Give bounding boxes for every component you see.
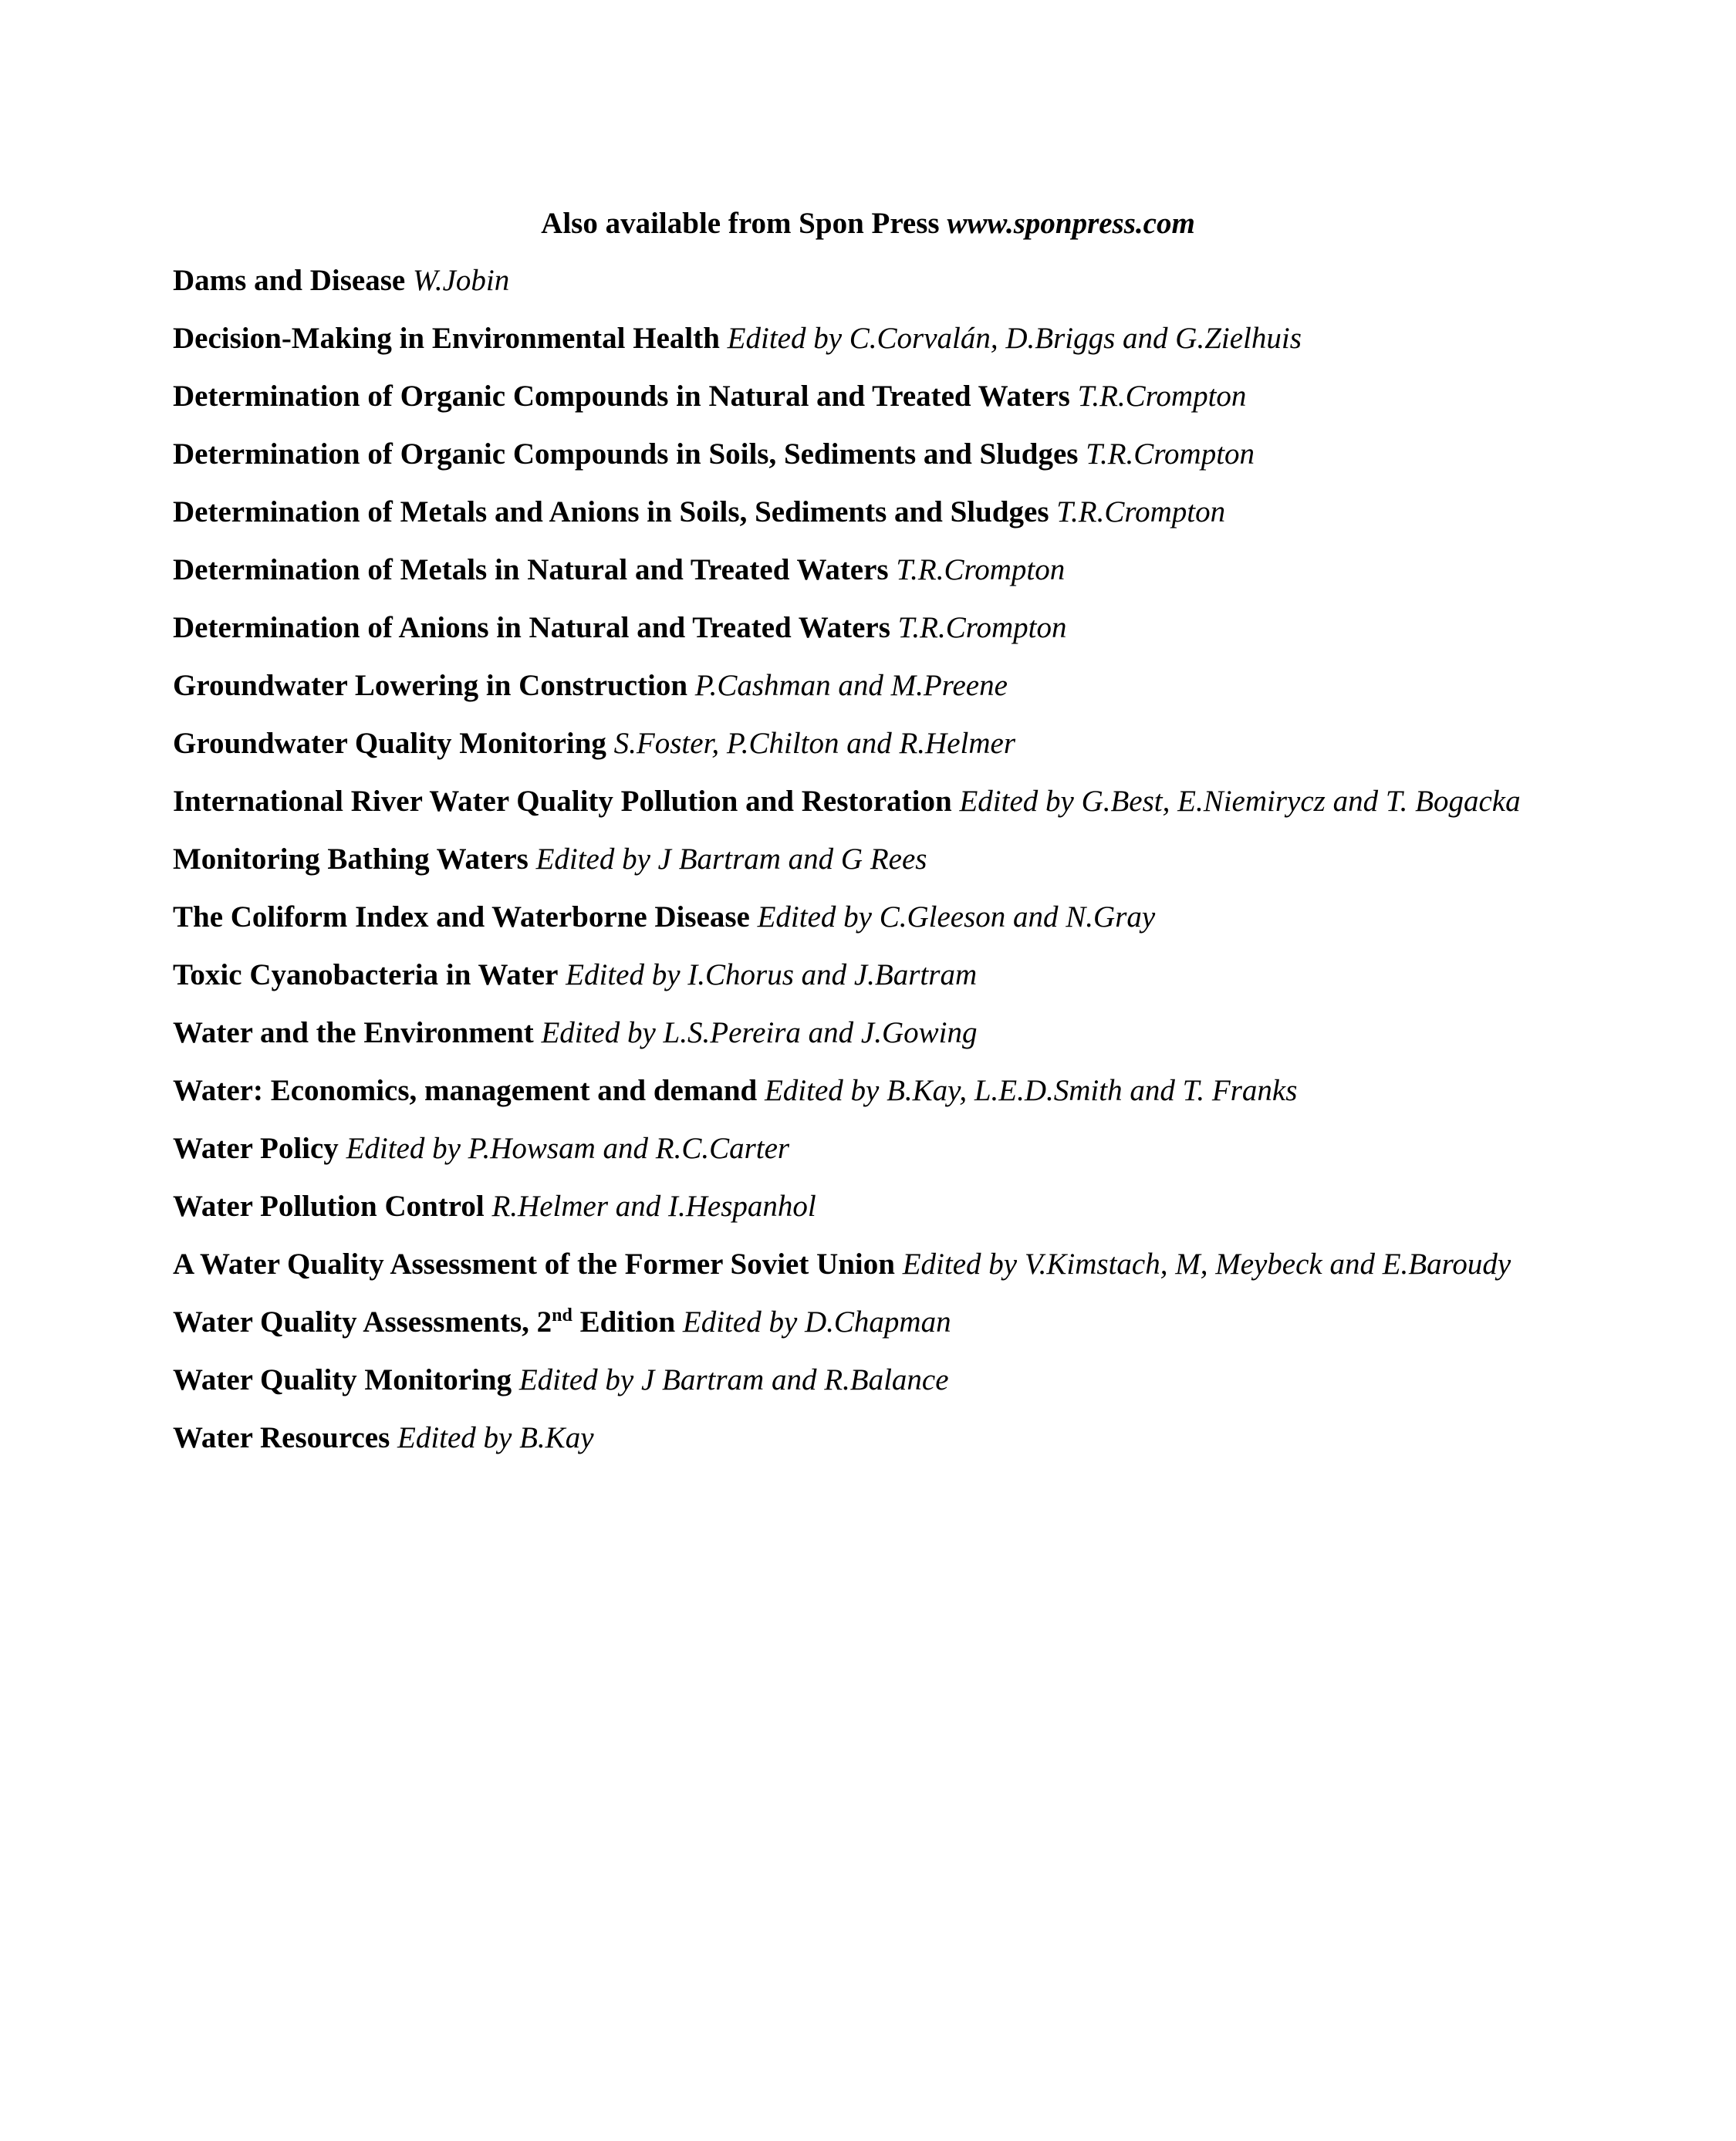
book-title: Water Policy bbox=[173, 1132, 339, 1165]
book-title: Water Pollution Control bbox=[173, 1190, 485, 1223]
book-author: Edited by I.Chorus and J.Bartram bbox=[566, 958, 978, 991]
book-author: Edited by B.Kay, L.E.D.Smith and T. Franks bbox=[764, 1074, 1298, 1107]
book-entry bbox=[173, 1418, 1531, 1457]
book-entry bbox=[173, 839, 1531, 879]
book-entry bbox=[173, 724, 1531, 763]
book-title: Determination of Anions in Natural and Treated Waters bbox=[173, 611, 890, 644]
book-author: Edited by L.S.Pereira and J.Gowing bbox=[541, 1016, 978, 1049]
book-title: Dams and Disease bbox=[173, 264, 406, 297]
book-title: Decision-Making in Environmental Health bbox=[173, 322, 720, 355]
book-entry bbox=[173, 434, 1531, 474]
book-author: T.R.Crompton bbox=[897, 611, 1067, 644]
book-author: T.R.Crompton bbox=[1086, 437, 1255, 471]
book-entry bbox=[173, 782, 1531, 821]
book-author: Edited by V.Kimstach, M, Meybeck and E.Baroudy bbox=[902, 1248, 1511, 1281]
book-title: Monitoring Bathing Waters bbox=[173, 843, 529, 876]
book-author: T.R.Crompton bbox=[896, 553, 1066, 586]
book-entry bbox=[173, 1129, 1531, 1168]
book-author: Edited by J Bartram and R.Balance bbox=[518, 1363, 949, 1396]
book-title: Determination of Organic Compounds in Soils, Sediments and Sludges bbox=[173, 437, 1079, 471]
book-entry bbox=[173, 261, 1531, 300]
heading-text: Also available from Spon Press bbox=[541, 207, 947, 240]
book-title bbox=[173, 1305, 675, 1339]
book-title: Water and the Environment bbox=[173, 1016, 534, 1049]
book-title-main: Water Quality Assessments, 2 bbox=[173, 1305, 552, 1339]
book-title: Toxic Cyanobacteria in Water bbox=[173, 958, 559, 991]
book-title: The Coliform Index and Waterborne Disease bbox=[173, 900, 750, 934]
book-entry bbox=[173, 550, 1531, 589]
book-entry bbox=[173, 666, 1531, 705]
book-author: W.Jobin bbox=[412, 264, 510, 297]
book-title: International River Water Quality Pollution and Restoration bbox=[173, 785, 952, 818]
book-title: Water: Economics, management and demand bbox=[173, 1074, 758, 1107]
book-title-edition: Edition bbox=[572, 1305, 676, 1339]
book-entry bbox=[173, 377, 1531, 416]
book-title: Groundwater Quality Monitoring bbox=[173, 727, 606, 760]
book-author: S.Foster, P.Chilton and R.Helmer bbox=[613, 727, 1016, 760]
ordinal-suffix: nd bbox=[552, 1305, 572, 1325]
book-author: R.Helmer and I.Hespanhol bbox=[491, 1190, 816, 1223]
book-entry bbox=[173, 492, 1531, 532]
book-author: Edited by C.Gleeson and N.Gray bbox=[757, 900, 1156, 934]
book-author: Edited by J Bartram and G Rees bbox=[535, 843, 927, 876]
book-entry bbox=[173, 1187, 1531, 1226]
book-title: Water Resources bbox=[173, 1421, 390, 1454]
book-entry bbox=[173, 1302, 1531, 1342]
book-author: P.Cashman and M.Preene bbox=[694, 669, 1008, 702]
book-title: Determination of Metals in Natural and Treated Waters bbox=[173, 553, 889, 586]
book-entry bbox=[173, 1244, 1531, 1284]
book-title: A Water Quality Assessment of the Former Soviet Union bbox=[173, 1248, 895, 1281]
book-author: Edited by D.Chapman bbox=[682, 1305, 951, 1339]
book-list bbox=[173, 261, 1531, 1476]
book-author: Edited by C.Corvalán, D.Briggs and G.Zielhuis bbox=[727, 322, 1302, 355]
book-title: Determination of Organic Compounds in Natural and Treated Waters bbox=[173, 380, 1070, 413]
book-author: Edited by B.Kay bbox=[397, 1421, 594, 1454]
book-author: Edited by G.Best, E.Niemirycz and T. Bogacka bbox=[959, 785, 1521, 818]
book-author: Edited by P.Howsam and R.C.Carter bbox=[346, 1132, 790, 1165]
book-author: T.R.Crompton bbox=[1056, 495, 1226, 528]
book-entry bbox=[173, 1360, 1531, 1400]
book-title: Groundwater Lowering in Construction bbox=[173, 669, 688, 702]
book-entry bbox=[173, 1071, 1531, 1110]
book-entry bbox=[173, 319, 1531, 358]
book-author: T.R.Crompton bbox=[1077, 380, 1247, 413]
book-entry bbox=[173, 1013, 1531, 1052]
publisher-website-link[interactable]: www.sponpress.com bbox=[947, 207, 1195, 240]
book-entry bbox=[173, 608, 1531, 647]
page-heading bbox=[0, 202, 1736, 245]
book-title: Water Quality Monitoring bbox=[173, 1363, 512, 1396]
book-title: Determination of Metals and Anions in Soils, Sediments and Sludges bbox=[173, 495, 1049, 528]
book-entry bbox=[173, 955, 1531, 995]
book-entry bbox=[173, 897, 1531, 937]
